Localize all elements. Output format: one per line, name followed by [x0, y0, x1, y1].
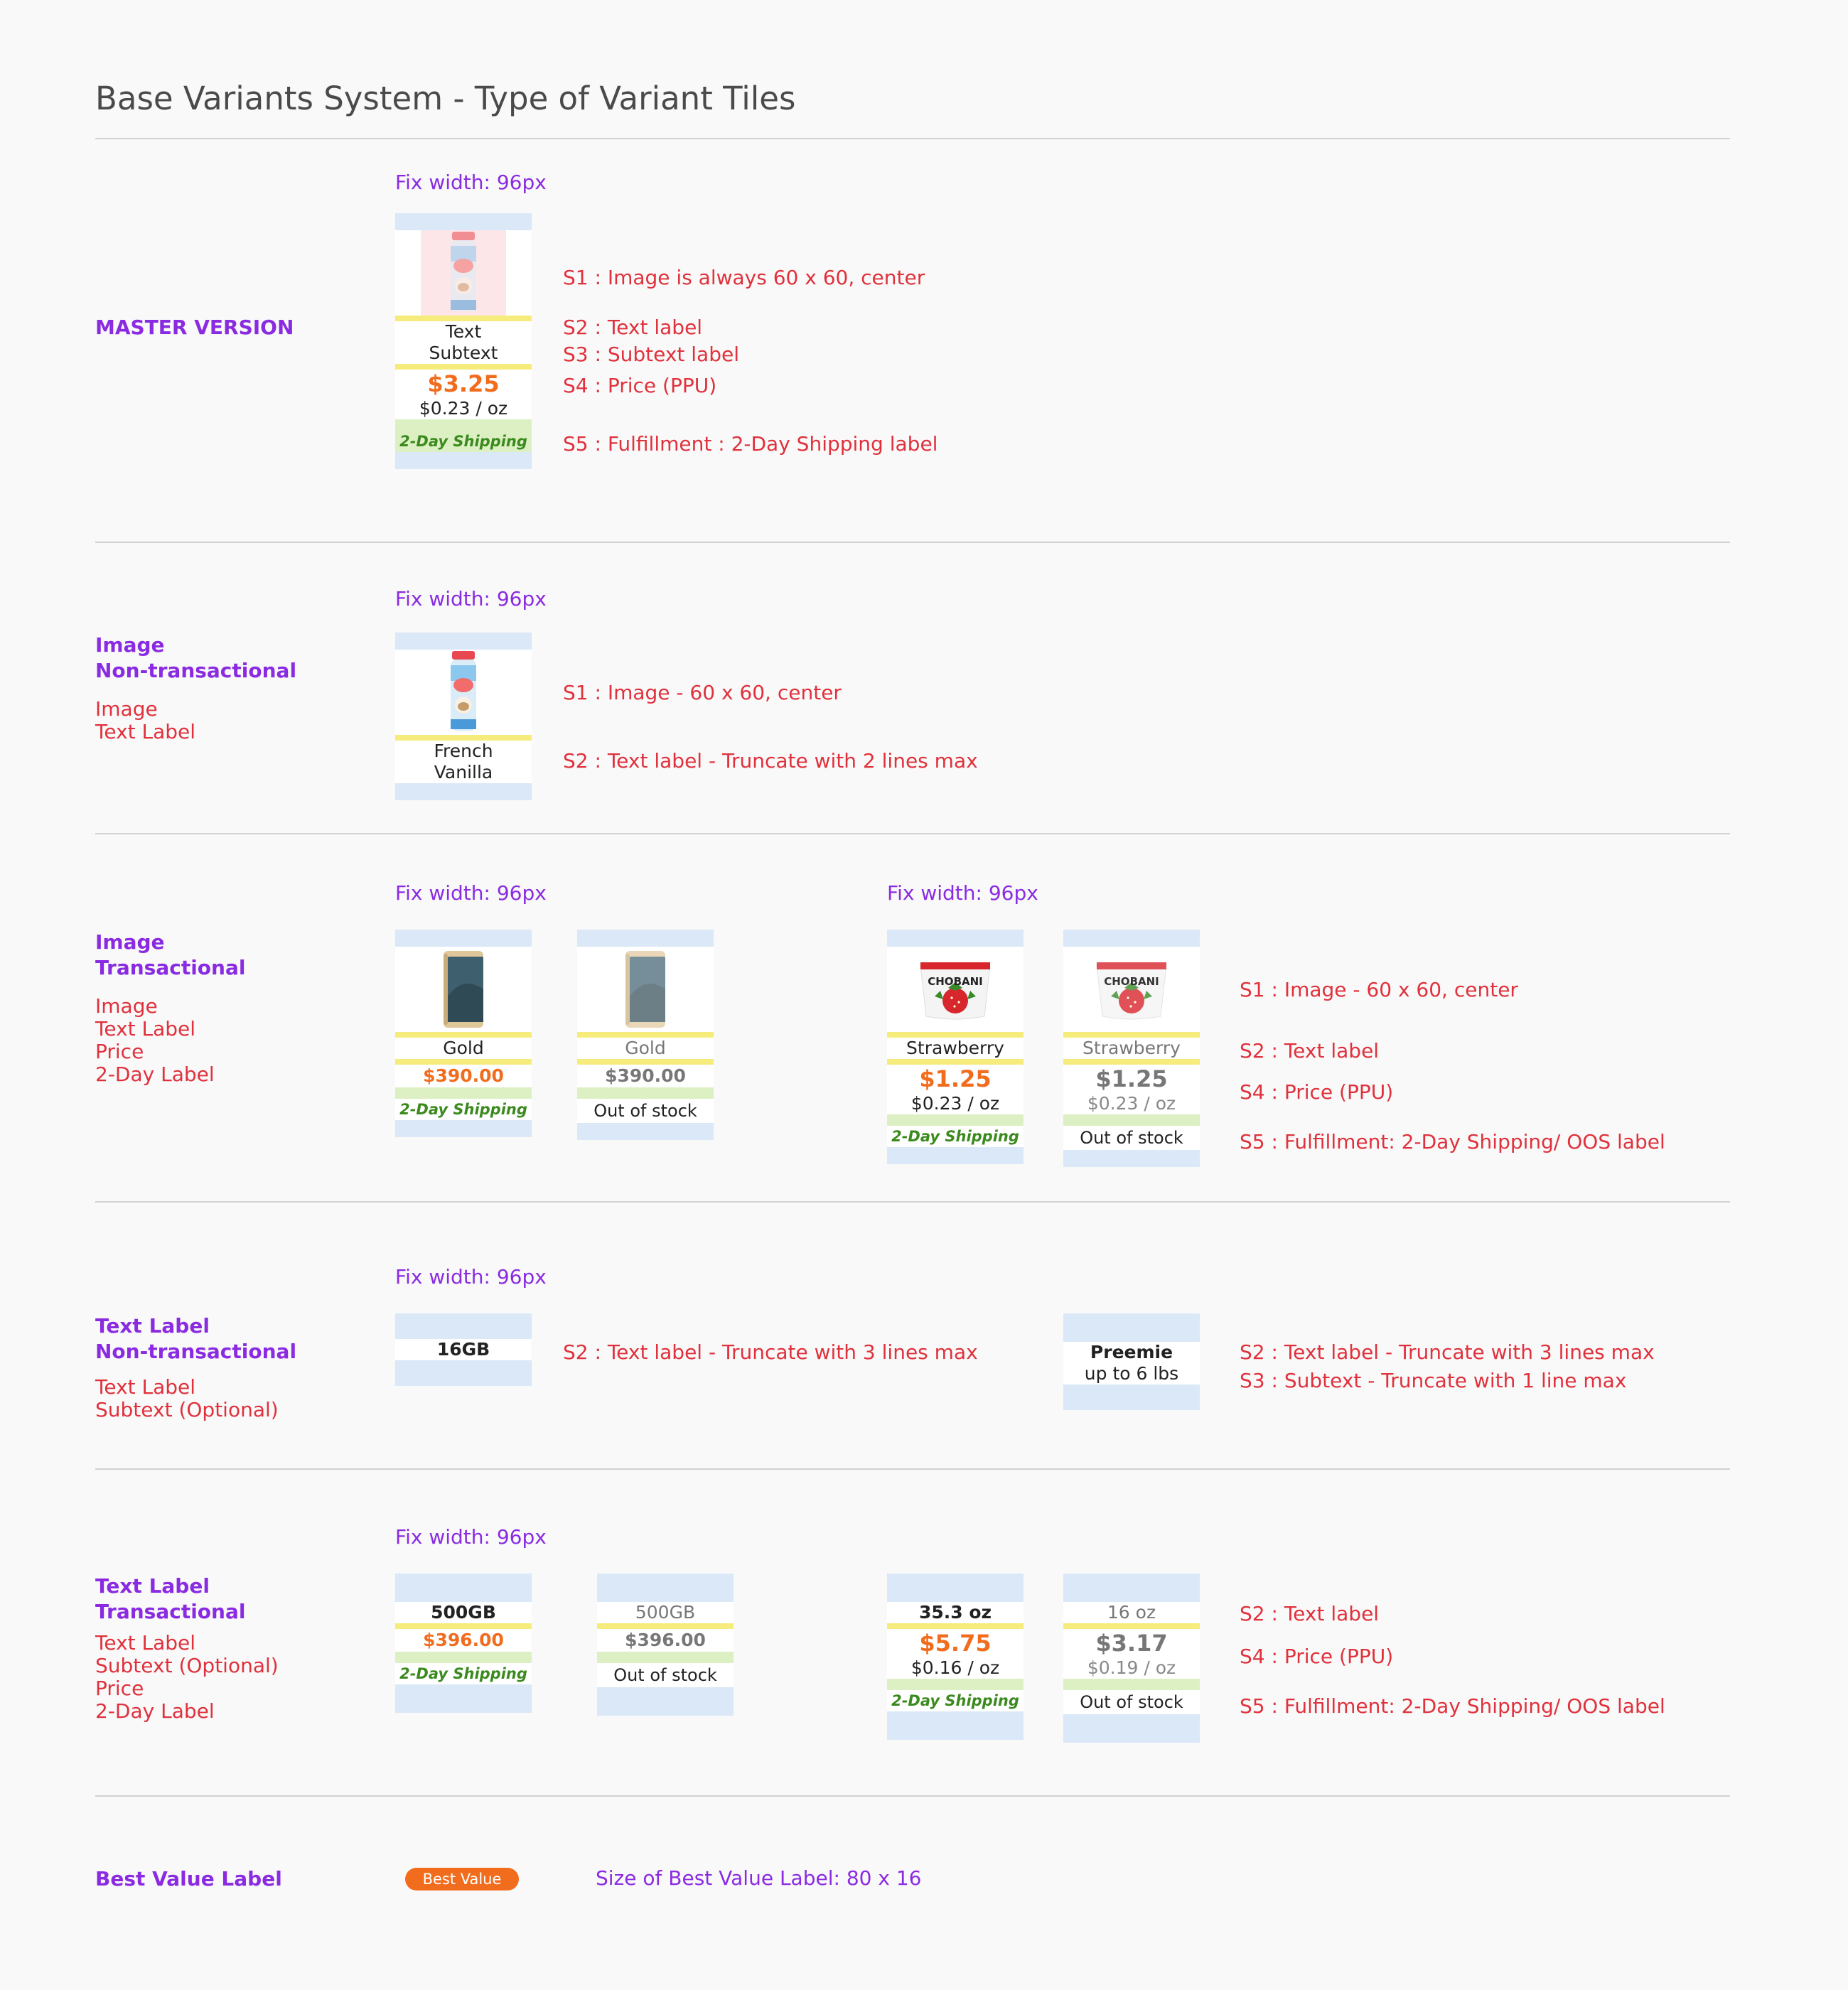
tile-text-label: Text	[395, 321, 532, 343]
section-title-line1: Image	[95, 930, 165, 954]
16gb-variant-tile[interactable]	[395, 1313, 532, 1386]
divider	[95, 138, 1730, 139]
image-non-transactional-heading	[95, 633, 296, 743]
best-value-section-title: Best Value Label	[95, 1867, 282, 1890]
strawberry-oos-variant-tile[interactable]	[1063, 930, 1200, 1167]
tile-ppu: $0.23 / oz	[395, 398, 532, 419]
tile-text-label: 16 oz	[1063, 1602, 1200, 1623]
section-sub-line1: Text Label	[95, 1375, 196, 1399]
tile-text-label: Gold	[577, 1038, 714, 1059]
tile-image-area	[1063, 947, 1200, 1032]
500gb-variant-tile[interactable]	[395, 1574, 532, 1713]
preemie-variant-tile[interactable]	[1063, 1313, 1200, 1410]
best-value-size-note: Size of Best Value Label: 80 x 16	[596, 1866, 922, 1890]
note-s3: S3 : Subtext label	[563, 343, 739, 366]
tile-oos-label: Out of stock	[1063, 1126, 1200, 1150]
section-title-line1: Text Label	[95, 1314, 210, 1338]
note-s2: S2 : Text label	[1240, 1039, 1380, 1063]
tile-price: $390.00	[395, 1065, 532, 1087]
yogurt-cup-icon	[1092, 958, 1171, 1022]
tile-price: $1.25	[1063, 1065, 1200, 1093]
section-title-line1: Text Label	[95, 1574, 210, 1598]
tile-text-label: 35.3 oz	[887, 1602, 1024, 1623]
tile-price: $3.17	[1063, 1629, 1200, 1657]
yogurt-cup-icon	[916, 958, 994, 1022]
fix-width-label: Fix width: 96px	[395, 1265, 547, 1289]
tile-shipping-label: 2-Day Shipping	[395, 1663, 532, 1684]
tile-ppu: $0.23 / oz	[887, 1093, 1024, 1114]
section-sub-price: Price	[95, 1040, 144, 1063]
divider	[95, 833, 1730, 834]
note-s2: S2 : Text label - Truncate with 3 lines max	[563, 1340, 978, 1364]
section-title-line2: Non-transactional	[95, 659, 297, 682]
tile-ppu: $0.16 / oz	[887, 1657, 1024, 1679]
section-title-line1: Image	[95, 633, 165, 657]
note-s2: S2 : Text label - Truncate with 3 lines max	[1240, 1340, 1655, 1364]
tile-text-label: Strawberry	[1063, 1038, 1200, 1059]
tile-oos-label: Out of stock	[1063, 1690, 1200, 1714]
tile-image-area	[395, 947, 532, 1032]
section-title-line2: Transactional	[95, 1600, 246, 1623]
text-transactional-heading	[95, 1574, 279, 1723]
yogurt-brand-text: CHOBANI	[928, 975, 983, 988]
section-sub-subtext: Subtext (Optional)	[95, 1654, 279, 1677]
note-s1: S1 : Image is always 60 x 60, center	[563, 266, 925, 289]
tile-text-label-line2: Vanilla	[395, 762, 532, 783]
tile-shipping-label: 2-Day Shipping	[395, 1099, 532, 1120]
divider	[95, 1795, 1730, 1797]
note-s2: S2 : Text label	[1240, 1602, 1380, 1625]
tile-subtext-label: up to 6 lbs	[1063, 1363, 1200, 1384]
section-sub-line2: Subtext (Optional)	[95, 1398, 279, 1421]
note-s3: S3 : Subtext - Truncate with 1 line max	[1240, 1369, 1627, 1392]
tile-image-area	[577, 947, 714, 1032]
strawberry-variant-tile[interactable]	[887, 930, 1024, 1164]
fix-width-label: Fix width: 96px	[395, 587, 547, 611]
tile-text-label-line1: French	[395, 741, 532, 762]
tablet-gold-icon	[428, 947, 499, 1032]
master-variant-tile[interactable]	[395, 213, 532, 469]
tile-ppu: $0.19 / oz	[1063, 1657, 1200, 1679]
best-value-badge: Best Value	[405, 1868, 519, 1890]
divider	[95, 1201, 1730, 1203]
note-s4: S4 : Price (PPU)	[1240, 1080, 1394, 1104]
section-sub-2day: 2-Day Label	[95, 1063, 215, 1086]
note-s5: S5 : Fulfillment : 2-Day Shipping label	[563, 432, 938, 456]
master-section-title: MASTER VERSION	[95, 316, 294, 339]
fix-width-label: Fix width: 96px	[887, 881, 1038, 905]
image-variant-tile[interactable]	[395, 633, 532, 800]
tile-price: $396.00	[597, 1629, 734, 1652]
500gb-oos-variant-tile[interactable]	[597, 1574, 734, 1716]
text-non-transactional-heading	[95, 1313, 296, 1421]
gold-oos-variant-tile[interactable]	[577, 930, 714, 1140]
gold-variant-tile[interactable]	[395, 930, 532, 1137]
note-s1: S1 : Image - 60 x 60, center	[1240, 978, 1518, 1001]
note-s5: S5 : Fulfillment: 2-Day Shipping/ OOS label	[1240, 1130, 1665, 1153]
tile-image-area	[395, 230, 532, 316]
section-sub-line1: Image	[95, 697, 158, 721]
yogurt-brand-text: CHOBANI	[1104, 975, 1159, 988]
fix-width-label: Fix width: 96px	[395, 881, 547, 905]
tablet-gold-icon	[610, 947, 681, 1032]
tile-text-label: 500GB	[597, 1602, 734, 1623]
tile-text-label: 16GB	[395, 1339, 532, 1360]
section-sub-line2: Text Label	[95, 720, 196, 743]
tile-price: $5.75	[887, 1629, 1024, 1657]
tile-oos-label: Out of stock	[597, 1663, 734, 1687]
divider	[95, 1468, 1730, 1470]
section-sub-text-label: Text Label	[95, 1631, 196, 1655]
coffee-creamer-canister-icon	[442, 650, 485, 735]
16oz-oos-variant-tile[interactable]	[1063, 1574, 1200, 1743]
tile-shipping-label: 2-Day Shipping	[887, 1690, 1024, 1711]
section-sub-text-label: Text Label	[95, 1017, 196, 1040]
tile-text-label: Preemie	[1063, 1342, 1200, 1363]
tile-price: $396.00	[395, 1629, 532, 1652]
tile-shipping-label: 2-Day Shipping	[887, 1126, 1024, 1147]
section-sub-2day: 2-Day Label	[95, 1699, 215, 1723]
tile-price: $3.25	[395, 370, 532, 398]
page-title: Base Variants System - Type of Variant Tiles	[95, 80, 796, 117]
note-s2: S2 : Text label - Truncate with 2 lines max	[563, 749, 978, 773]
tile-image-area	[395, 650, 532, 735]
tile-ppu: $0.23 / oz	[1063, 1093, 1200, 1114]
tile-oos-label: Out of stock	[577, 1099, 714, 1123]
divider	[95, 542, 1730, 543]
note-s4: S4 : Price (PPU)	[1240, 1645, 1394, 1668]
note-s2: S2 : Text label	[563, 316, 703, 339]
tile-subtext-label: Subtext	[395, 343, 532, 364]
tile-shipping-label: 2-Day Shipping	[395, 431, 532, 452]
note-s1: S1 : Image - 60 x 60, center	[563, 681, 842, 704]
section-title-line2: Transactional	[95, 956, 246, 979]
tile-text-label: Gold	[395, 1038, 532, 1059]
fix-width-label: Fix width: 96px	[395, 171, 547, 194]
tile-text-label: Strawberry	[887, 1038, 1024, 1059]
35oz-variant-tile[interactable]	[887, 1574, 1024, 1740]
coffee-creamer-canister-icon	[442, 230, 485, 316]
tile-price: $390.00	[577, 1065, 714, 1087]
section-sub-image: Image	[95, 994, 158, 1018]
tile-price: $1.25	[887, 1065, 1024, 1093]
note-s4: S4 : Price (PPU)	[563, 374, 717, 397]
section-title-line2: Non-transactional	[95, 1340, 297, 1363]
image-transactional-heading	[95, 930, 245, 1086]
fix-width-label: Fix width: 96px	[395, 1525, 547, 1549]
section-sub-price: Price	[95, 1677, 144, 1700]
note-s5: S5 : Fulfillment: 2-Day Shipping/ OOS label	[1240, 1694, 1665, 1718]
tile-text-label: 500GB	[395, 1602, 532, 1623]
tile-image-area	[887, 947, 1024, 1032]
